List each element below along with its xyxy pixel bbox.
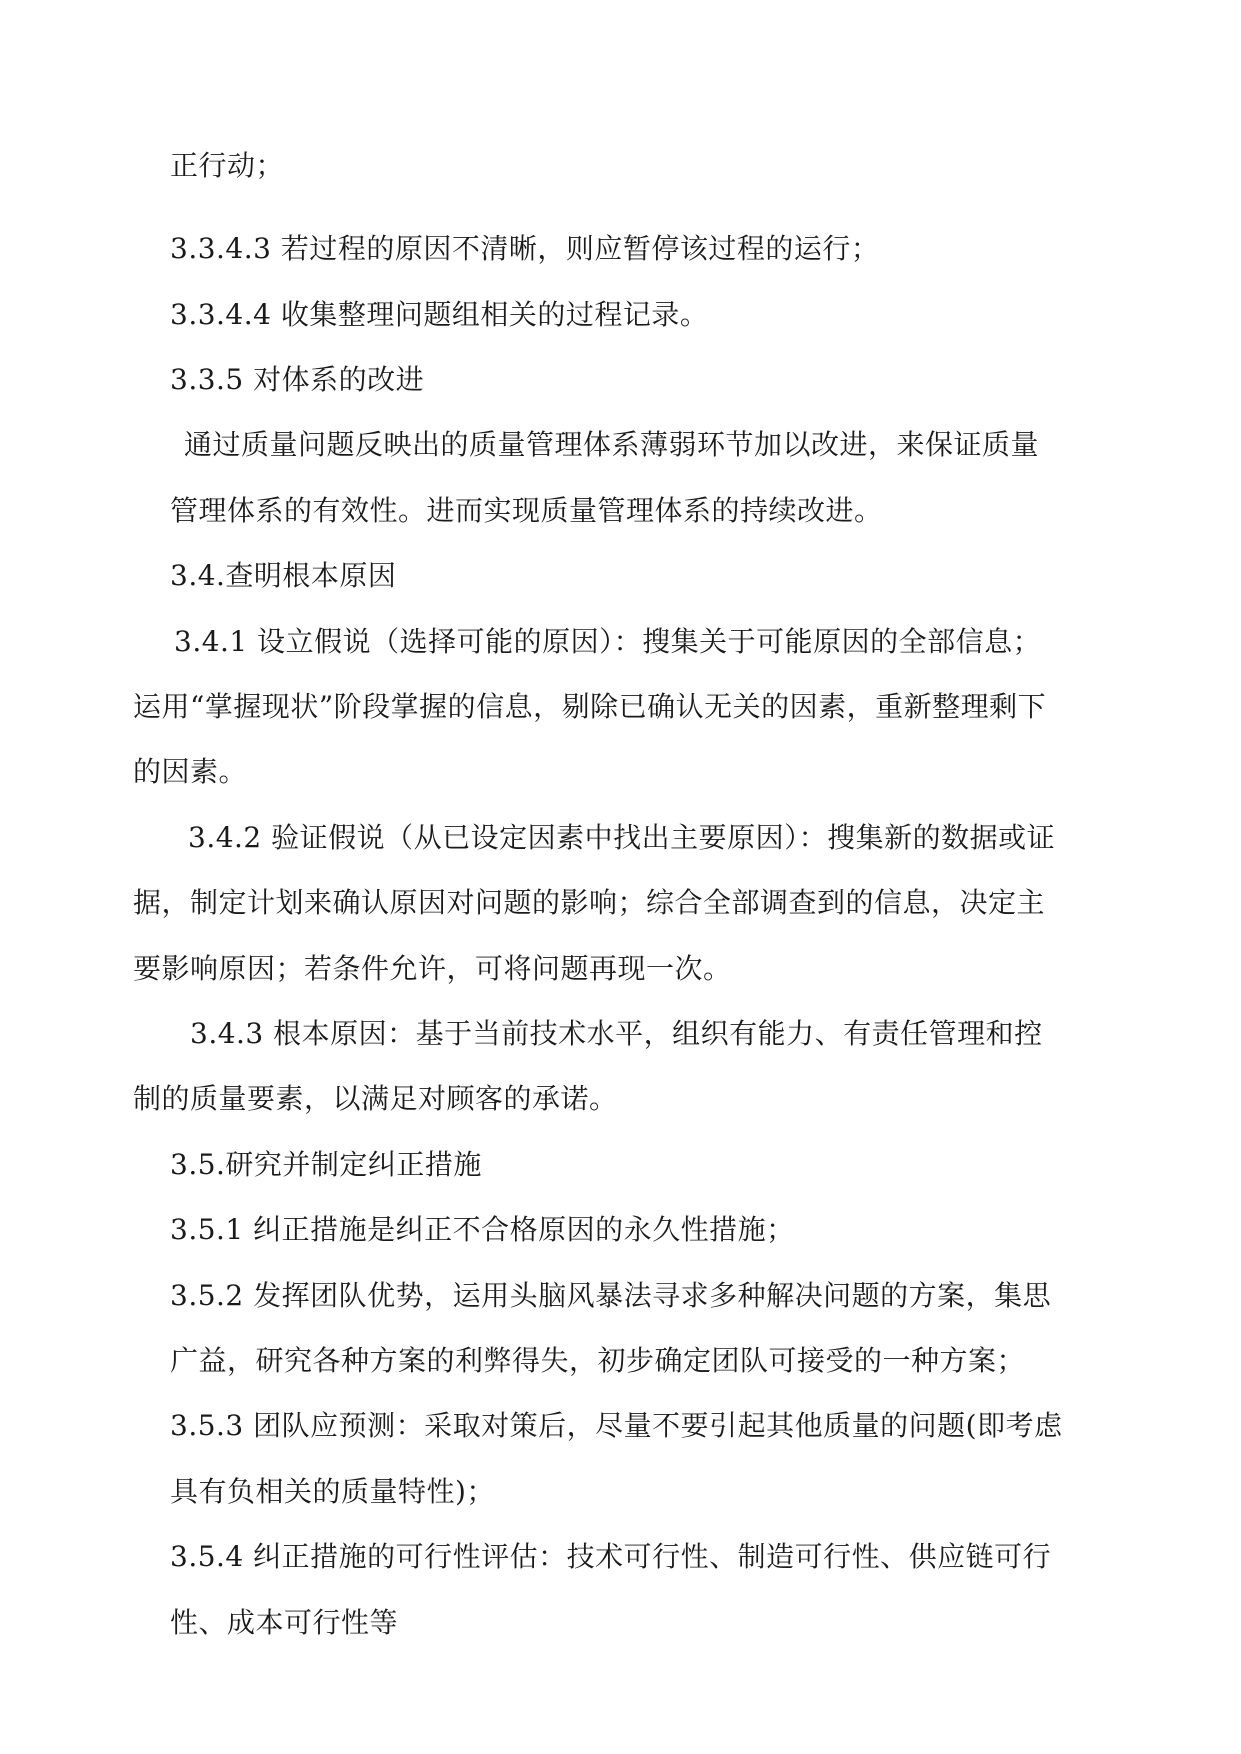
text-line: 3.3.4.3 若过程的原因不清晰，则应暂停该过程的运行； bbox=[170, 232, 880, 265]
text-line: 运用“掌握现状”阶段掌握的信息，剔除已确认无关的因素，重新整理剩下 bbox=[133, 690, 1047, 723]
text-line: 3.5.1 纠正措施是纠正不合格原因的永久性措施； bbox=[170, 1213, 795, 1246]
text-line: 正行动； bbox=[170, 149, 285, 182]
text-line: 3.5.3 团队应预测：采取对策后，尽量不要引起其他质量的问题(即考虑 bbox=[170, 1409, 1063, 1442]
text-line: 通过质量问题反映出的质量管理体系薄弱环节加以改进，来保证质量 bbox=[184, 428, 1040, 461]
text-line: 的因素。 bbox=[133, 755, 248, 788]
text-line: 3.3.4.4 收集整理问题组相关的过程记录。 bbox=[170, 298, 709, 331]
text-line: 具有负相关的质量特性)； bbox=[170, 1475, 495, 1508]
text-line: 广益，研究各种方案的利弊得失，初步确定团队可接受的一种方案； bbox=[170, 1344, 1026, 1377]
text-line: 3.5.2 发挥团队优势，运用头脑风暴法寻求多种解决问题的方案，集思 bbox=[170, 1279, 1052, 1312]
text-line: 3.5.4 纠正措施的可行性评估：技术可行性、制造可行性、供应链可行 bbox=[170, 1540, 1052, 1573]
text-line: 3.4.2 验证假说（从已设定因素中找出主要原因）：搜集新的数据或证 bbox=[188, 821, 1056, 854]
text-line: 性、成本可行性等 bbox=[170, 1606, 399, 1639]
text-line: 管理体系的有效性。进而实现质量管理体系的持续改进。 bbox=[170, 494, 883, 527]
text-line: 据，制定计划来确认原因对问题的影响；综合全部调查到的信息，决定主 bbox=[133, 886, 1046, 919]
text-line: 3.4.1 设立假说（选择可能的原因）：搜集关于可能原因的全部信息； bbox=[174, 625, 1042, 658]
text-line: 要影响原因；若条件允许，可将问题再现一次。 bbox=[133, 952, 732, 985]
section-heading: 3.5.研究并制定纠正措施 bbox=[170, 1148, 482, 1181]
text-line: 制的质量要素，以满足对顾客的承诺。 bbox=[133, 1082, 618, 1115]
text-line: 3.4.3 根本原因：基于当前技术水平，组织有能力、有责任管理和控 bbox=[190, 1017, 1043, 1050]
section-heading: 3.4.查明根本原因 bbox=[170, 559, 397, 592]
section-heading: 3.3.5 对体系的改进 bbox=[170, 363, 425, 396]
